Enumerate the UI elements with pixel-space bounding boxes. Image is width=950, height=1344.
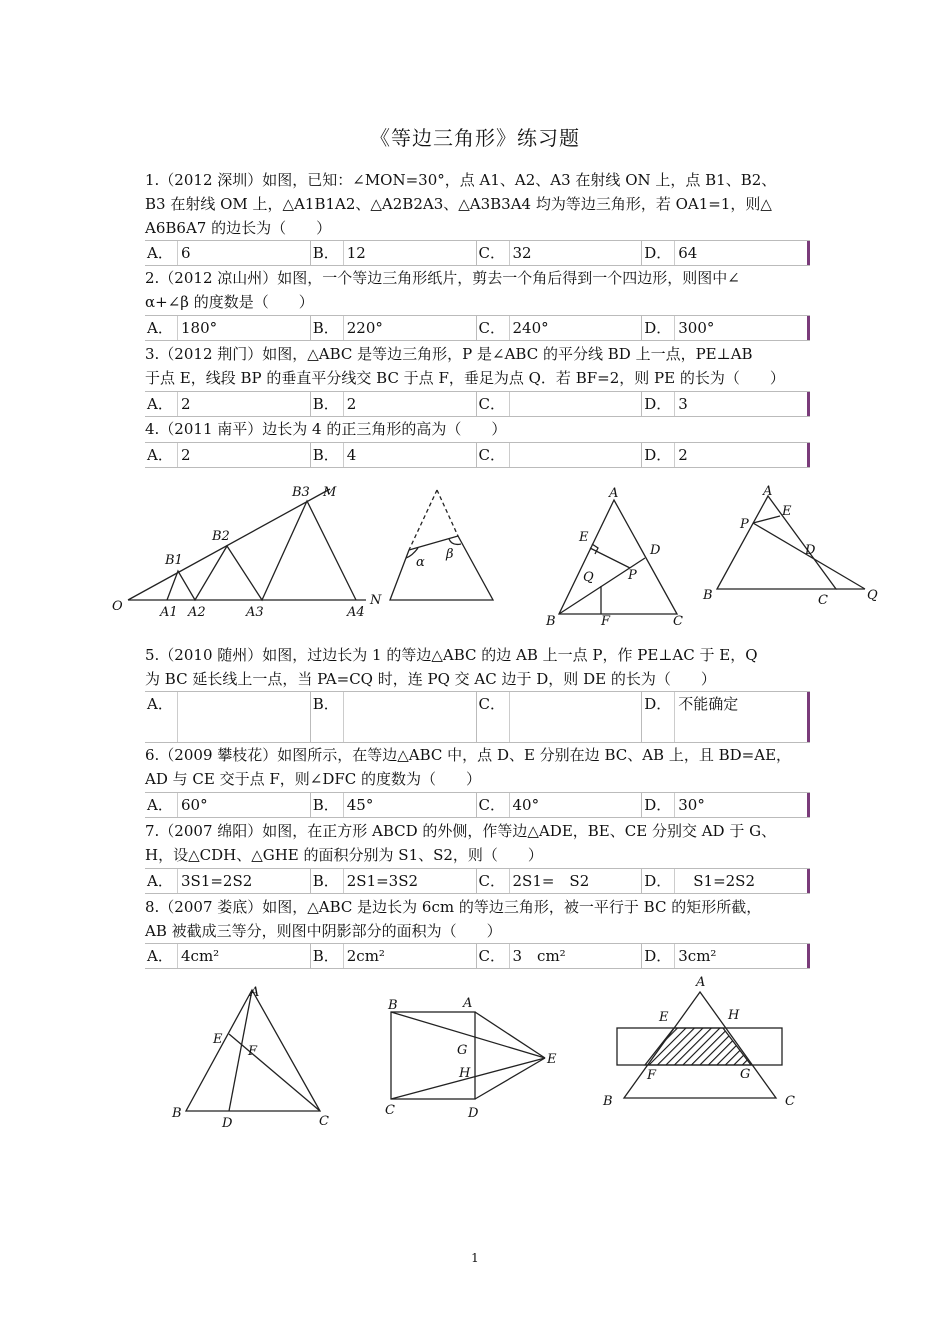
fig7-label-c: C <box>785 1094 795 1109</box>
q4-option-b[interactable]: B． 4 <box>311 443 477 467</box>
fig7-label-e: E <box>659 1010 669 1025</box>
q6-options <box>145 792 810 818</box>
q5-line2: 为 BC 延长线上一点，当 PA=CQ 时，连 PQ 交 AC 边于 D，则 DE 的长为（ ） <box>145 670 716 688</box>
q7-option-c[interactable]: C． 2S1= S2 <box>477 869 643 893</box>
q5-option-c[interactable]: C． <box>477 692 643 742</box>
q5-option-d[interactable]: D． 不能确定 <box>642 692 810 742</box>
fig5-label-f: F <box>248 1044 258 1059</box>
fig5-label-d: D <box>222 1116 233 1131</box>
q2-option-d[interactable]: D． 300° <box>642 316 810 340</box>
q4-option-a[interactable]: A． 2 <box>145 443 311 467</box>
fig1-label-b3: B3 <box>292 485 310 500</box>
figure-row-1 <box>0 478 950 638</box>
fig3-label-e: E <box>579 530 589 545</box>
fig1-label-a4: A4 <box>347 605 365 620</box>
q4-option-c[interactable]: C． <box>477 443 643 467</box>
fig3-label-p: P <box>628 568 637 583</box>
q8-option-b[interactable]: B． 2cm² <box>311 944 477 968</box>
fig1-label-o: O <box>112 599 123 614</box>
question-8 <box>145 895 810 943</box>
q1-line3: A6B6A7 的边长为（ ） <box>145 219 332 237</box>
fig7-label-a: A <box>696 975 706 990</box>
fig1-label-a3: A3 <box>246 605 264 620</box>
q6-option-b[interactable]: B． 45° <box>311 793 477 817</box>
q1-line2: B3 在射线 OM 上，△A1B1A2、△A2B2A3、△A3B3A4 均为等边三角形，若 OA1=1，则△ <box>145 195 772 213</box>
q6-option-d[interactable]: D． 30° <box>642 793 810 817</box>
fig3-label-d: D <box>650 543 661 558</box>
fig3-label-a: A <box>609 486 619 501</box>
fig2-label-beta: β <box>446 547 454 562</box>
q7-options <box>145 868 810 894</box>
question-7 <box>145 819 810 867</box>
fig6-label-e: E <box>547 1052 557 1067</box>
q8-line2: AB 被截成三等分，则图中阴影部分的面积为（ ） <box>145 922 502 940</box>
q7-option-b[interactable]: B． 2S1=3S2 <box>311 869 477 893</box>
fig7-label-b: B <box>603 1094 613 1109</box>
q2-option-c[interactable]: C． 240° <box>477 316 643 340</box>
fig4-label-a: A <box>763 484 773 499</box>
q2-option-b[interactable]: B． 220° <box>311 316 477 340</box>
q8-option-a[interactable]: A． 4cm² <box>145 944 311 968</box>
q2-line1: 2.（2012 凉山州）如图，一个等边三角形纸片，剪去一个角后得到一个四边形，则图中∠ <box>145 269 740 287</box>
question-6 <box>145 743 810 791</box>
q1-line1: 1.（2012 深圳）如图，已知：∠MON=30°，点 A1、A2、A3 在射线 ON 上，点 B1、B2、 <box>145 171 777 189</box>
q1-options <box>145 240 810 266</box>
figure-5-labels <box>171 985 329 1131</box>
q2-option-a[interactable]: A． 180° <box>145 316 311 340</box>
q7-option-a[interactable]: A． 3S1=2S2 <box>145 869 311 893</box>
fig1-label-b2: B2 <box>212 529 230 544</box>
fig4-label-p: P <box>740 517 749 532</box>
figure-7 <box>617 992 782 1098</box>
q2-options <box>145 315 810 341</box>
q3-option-b[interactable]: B． 2 <box>311 392 477 416</box>
figure-6-labels <box>385 996 557 1121</box>
q7-option-d[interactable]: D． S1=2S2 <box>642 869 810 893</box>
q6-line1: 6.（2009 攀枝花）如图所示，在等边△ABC 中，点 D、E 分别在边 BC、AB 上，且 BD=AE， <box>145 746 792 764</box>
fig1-label-n: N <box>370 593 382 608</box>
figure-2-labels <box>416 547 454 570</box>
q1-option-c[interactable]: C． 32 <box>477 241 643 265</box>
q3-line1: 3.（2012 荆门）如图，△ABC 是等边三角形，P 是∠ABC 的平分线 BD 上一点，PE⊥AB <box>145 345 753 363</box>
fig7-label-h: H <box>728 1008 740 1023</box>
fig3-label-c: C <box>673 614 683 629</box>
q5-line1: 5.（2010 随州）如图，过边长为 1 的等边△ABC 的边 AB 上一点 P，作 PE⊥AC 于 E，Q <box>145 646 758 664</box>
q7-line1: 7.（2007 绵阳）如图，在正方形 ABCD 的外侧，作等边△ADE，BE、CE 分别交 AD 于 G、 <box>145 822 777 840</box>
fig4-label-e: E <box>782 504 792 519</box>
q1-option-d[interactable]: D． 64 <box>642 241 810 265</box>
q8-line1: 8.（2007 娄底）如图，△ABC 是边长为 6cm 的等边三角形，被一平行于 BC 的矩形所截， <box>145 898 762 916</box>
q6-option-a[interactable]: A． 60° <box>145 793 311 817</box>
q8-option-c[interactable]: C． 3 cm² <box>477 944 643 968</box>
question-2 <box>145 266 810 314</box>
fig6-label-h: H <box>459 1066 471 1081</box>
fig6-label-d: D <box>468 1106 479 1121</box>
question-1 <box>145 168 810 240</box>
fig3-label-f: F <box>601 614 611 629</box>
fig3-label-b: B <box>546 614 556 629</box>
fig2-label-alpha: α <box>416 555 425 570</box>
question-3 <box>145 342 810 390</box>
question-4 <box>145 417 810 441</box>
fig6-label-g: G <box>457 1043 468 1058</box>
fig7-label-f: F <box>647 1068 657 1083</box>
q3-option-d[interactable]: D． 3 <box>642 392 810 416</box>
question-5 <box>145 643 810 691</box>
figure-row-2 <box>0 975 950 1135</box>
q8-options <box>145 943 810 969</box>
page-number: 1 <box>471 1251 479 1265</box>
fig5-label-a: A <box>250 985 260 1000</box>
q8-option-d[interactable]: D． 3cm² <box>642 944 810 968</box>
q4-line1: 4.（2011 南平）边长为 4 的正三角形的高为（ ） <box>145 420 507 438</box>
fig4-label-c: C <box>818 593 828 608</box>
fig7-label-g: G <box>740 1067 751 1082</box>
q3-option-c[interactable]: C． <box>477 392 643 416</box>
figure-3-labels <box>545 486 683 629</box>
q1-option-a[interactable]: A． 6 <box>145 241 311 265</box>
fig1-label-m: M <box>323 485 337 500</box>
q3-option-a[interactable]: A． 2 <box>145 392 311 416</box>
q6-line2: AD 与 CE 交于点 F，则∠DFC 的度数为（ ） <box>145 770 482 788</box>
q4-option-d[interactable]: D． 2 <box>642 443 810 467</box>
fig6-label-a: A <box>463 996 473 1011</box>
page-title: 《等边三角形》练习题 <box>370 126 580 150</box>
q4-options <box>145 442 810 468</box>
fig3-label-q: Q <box>583 570 594 585</box>
fig1-label-a1: A1 <box>160 605 178 620</box>
fig6-label-c: C <box>385 1103 395 1118</box>
q2-line2: α+∠β 的度数是（ ） <box>145 293 314 311</box>
figure-1 <box>128 489 366 600</box>
fig4-label-q: Q <box>867 588 878 603</box>
q5-option-b[interactable]: B． <box>311 692 477 742</box>
fig1-label-a2: A2 <box>188 605 206 620</box>
fig1-label-b1: B1 <box>165 553 183 568</box>
fig6-label-b: B <box>388 998 398 1013</box>
fig5-label-b: B <box>172 1106 182 1121</box>
q3-line2: 于点 E，线段 BP 的垂直平分线交 BC 于点 F，垂足为点 Q．若 BF=2，则 PE 的长为（ ） <box>145 369 785 387</box>
q5-options <box>145 691 810 743</box>
figure-6 <box>391 1012 545 1099</box>
q6-option-c[interactable]: C． 40° <box>477 793 643 817</box>
fig4-label-b: B <box>703 588 713 603</box>
fig5-label-e: E <box>213 1032 223 1047</box>
fig5-label-c: C <box>319 1114 329 1129</box>
q3-options <box>145 391 810 417</box>
fig4-label-d: D <box>805 543 816 558</box>
figure-2 <box>390 490 493 600</box>
q1-option-b[interactable]: B． 12 <box>311 241 477 265</box>
q5-option-a[interactable]: A． <box>145 692 311 742</box>
q7-line2: H，设△CDH、△GHE 的面积分别为 S1、S2，则（ ） <box>145 846 543 864</box>
